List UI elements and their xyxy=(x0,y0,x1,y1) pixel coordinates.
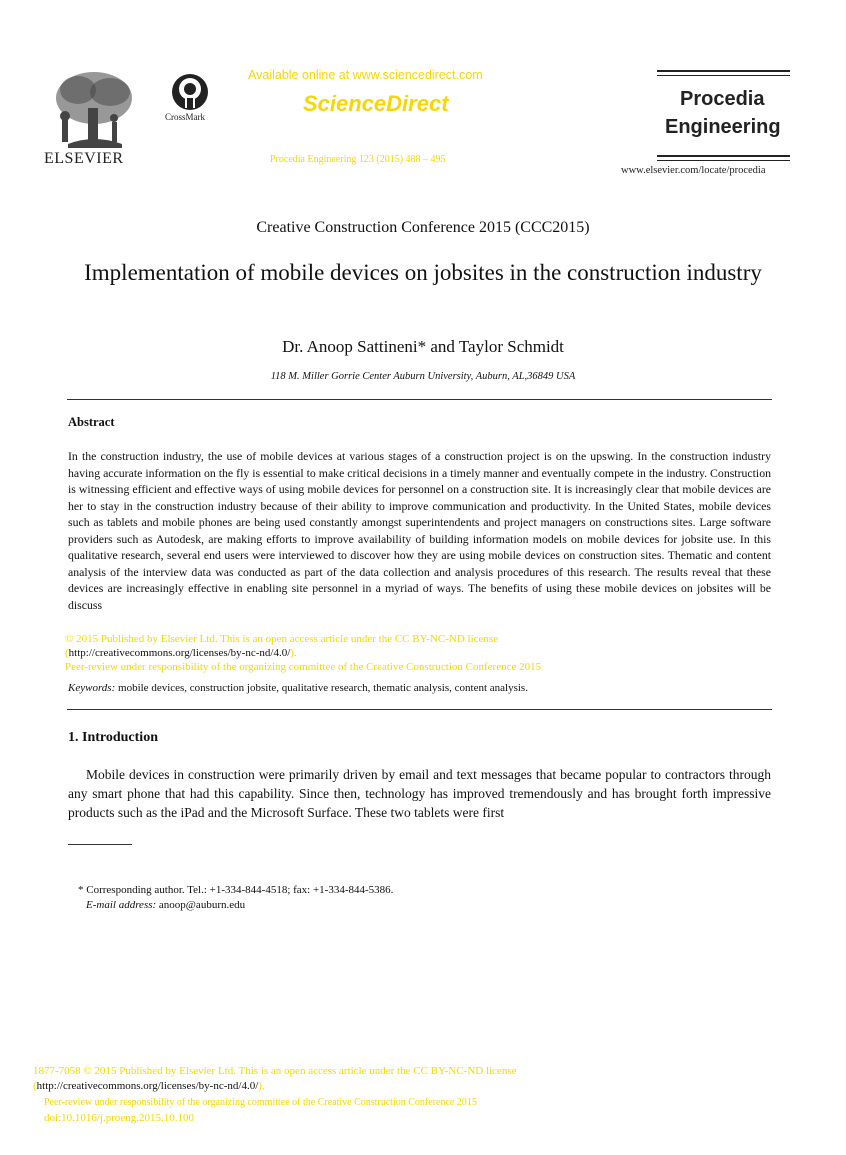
paren-open: ( xyxy=(33,1080,37,1092)
bottom-peer-review-line: Peer-review under responsibility of the organizing committee of the Creative Construction Conference 2015 xyxy=(44,1097,477,1108)
journal-url-link[interactable]: www.elsevier.com/locate/procedia xyxy=(621,165,766,176)
sciencedirect-logo[interactable]: ScienceDirect xyxy=(303,91,449,116)
crossmark-icon[interactable] xyxy=(170,72,210,112)
crossmark-label: CrossMark xyxy=(165,112,205,122)
email-label: E-mail address: xyxy=(86,899,157,911)
paren-open: ( xyxy=(65,647,69,659)
journal-name-line1: Procedia xyxy=(680,88,765,110)
peer-review-line: Peer-review under responsibility of the organizing committee of the Creative Construction Conference 2015 xyxy=(65,661,542,673)
doi[interactable]: doi:10.1016/j.proeng.2015.10.100 xyxy=(44,1112,195,1124)
available-online-link[interactable]: Available online at www.sciencedirect.com xyxy=(248,68,483,82)
journal-rule xyxy=(657,75,790,76)
paren-close: ). xyxy=(290,647,297,659)
bottom-url-line xyxy=(33,1080,265,1092)
abstract-heading: Abstract xyxy=(68,415,115,429)
keywords xyxy=(68,682,528,694)
keywords-list: mobile devices, construction jobsite, qualitative research, thematic analysis, content analysis. xyxy=(115,682,528,694)
journal-rule xyxy=(657,160,790,161)
keywords-label: Keywords: xyxy=(68,682,116,694)
bottom-license-url-link[interactable]: http://creativecommons.org/licenses/by-nc-nd/4.0/ xyxy=(36,1080,259,1092)
license-url-line xyxy=(65,647,297,659)
divider xyxy=(67,709,772,710)
paper-title: Implementation of mobile devices on jobsites in the construction industry xyxy=(84,260,762,285)
journal-rule xyxy=(657,155,790,157)
journal-reference: Procedia Engineering 123 (2015) 488 – 495 xyxy=(270,154,446,165)
email-note xyxy=(86,899,245,911)
section-heading: 1. Introduction xyxy=(68,730,158,745)
conference-name: Creative Construction Conference 2015 (CCC2015) xyxy=(256,219,590,236)
journal-rule xyxy=(657,70,790,72)
issn-license-line: 1877-7058 © 2015 Published by Elsevier Ltd. This is an open access article under the CC BY-NC-ND license xyxy=(33,1065,517,1077)
license-line: © 2015 Published by Elsevier Ltd. This is an open access article under the CC BY-NC-ND license xyxy=(65,633,499,645)
section-body: Mobile devices in construction were primarily driven by email and text messages that became popular to contractors through any smart phone that had this capability. Since then, technology has improved tremendously and has brought forth impressive products such as the iPad and the Microsoft Surface. These two tablets were first xyxy=(68,767,771,820)
license-url-link[interactable]: http://creativecommons.org/licenses/by-nc-nd/4.0/ xyxy=(68,647,291,659)
abstract-body: In the construction industry, the use of mobile devices at various stages of a construction project is on the upswing. In the construction industry having accurate information on the fly is essential to make critical decisions in a timely manner and eventually compete in the industry. Construction is witnessing efficient and effective ways of using mobile devices for personnel on a construction site. It is increasingly clear that mobile devices are her to stay in the construction industry because of their ability to improve communication and productivity. In the United States, mobile devices such as tablets and mobile phones are being used constantly amongst superintendents and project managers on constructions sites. Large software providers such as Autodesk, are making efforts to improve availability of building information models on mobile devices for jobsite use. In this qualitative research, several end users were interviewed to discover how they are using mobile devices on construction sites. Thematic and content analysis of the interview data was conducted as part of the data collection and analysis procedures of this research. The results reveal that these devices are increasingly effective in enabling site personnel in a myriad of ways. The benefits of using these mobile devices on jobsites will be discuss xyxy=(68,449,771,612)
authors: Dr. Anoop Sattineni* and Taylor Schmidt xyxy=(282,337,564,356)
footnote-rule xyxy=(68,844,132,845)
corresponding-author-note: * Corresponding author. Tel.: +1-334-844-4518; fax: +1-334-844-5386. xyxy=(78,884,394,896)
affiliation: 118 M. Miller Gorrie Center Auburn University, Auburn, AL,36849 USA xyxy=(270,371,576,382)
email-address[interactable]: anoop@auburn.edu xyxy=(156,899,246,911)
publisher-name: ELSEVIER xyxy=(44,150,124,167)
divider xyxy=(67,399,772,400)
paren-close: ). xyxy=(258,1080,265,1092)
journal-name-line2: Engineering xyxy=(665,116,781,138)
